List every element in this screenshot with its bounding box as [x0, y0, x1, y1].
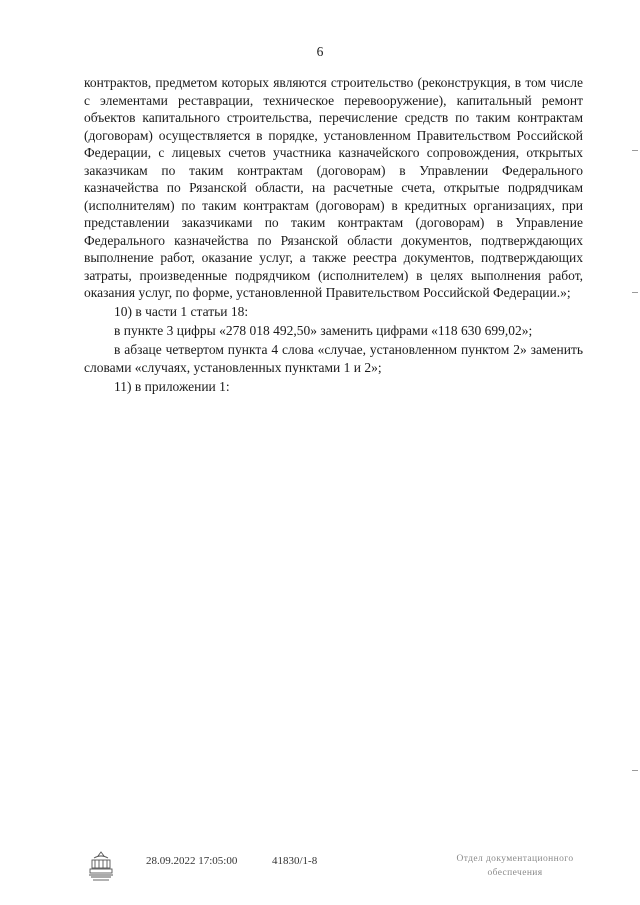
- footer-datetime: 28.09.2022 17:05:00: [146, 855, 238, 867]
- page-number: 6: [316, 44, 324, 59]
- footer-reg-number: 41830/1-8: [272, 855, 318, 867]
- paragraph-item-10-point-3: в пункте 3 цифры «278 018 492,50» заменить цифрами «118 630 699,02»;: [114, 323, 533, 338]
- paragraph-item-10: 10) в части 1 статьи 18:: [114, 304, 249, 319]
- paragraph-continuation: контрактов, предметом которых являются строительство (реконструкция, в том числе с элементами реставрации, техническое перевооружение), капитальный ремонт объектов капитального строительства, перечисление средств по таким контрактам (договорам) осуществляется в порядке, установленном Правительством Российской Федерации, с лицевых счетов участника казначейского сопровождения, открытых заказчикам по таким контрактам (договорам) в Управлении Федерального казначейства по Рязанской области, на расчетные счета, открытые подрядчикам (исполнителям) по таким контрактам (договорам) в кредитных организациях, при представлении заказчиками по таким контрактам (договорам) в Управление Федерального казначейства по Рязанской области документов, подтверждающих выполнение работ, оказание услуг, а также реестра документов, подтверждающих затраты, произведенные подрядчиком (исполнителем) в целях выполнения работ, оказания услуг, по форме, установленной Правительством Российской Федерации.»;: [84, 75, 583, 300]
- paragraph-item-10-point-4: в абзаце четвертом пункта 4 слова «случае, установленном пунктом 2» заменить словами «случаях, установленных пунктами 1 и 2»;: [84, 342, 583, 375]
- margin-mark: [632, 292, 638, 293]
- department-stamp-line-1: Отдел документационного: [456, 854, 574, 864]
- emblem-icon: [86, 850, 116, 884]
- paragraph-item-11: 11) в приложении 1:: [114, 378, 230, 394]
- margin-mark: [632, 770, 638, 771]
- department-stamp-line-2: обеспечения: [487, 868, 543, 878]
- department-stamp: [430, 852, 600, 880]
- document-body: [84, 74, 583, 395]
- margin-mark: [632, 150, 638, 151]
